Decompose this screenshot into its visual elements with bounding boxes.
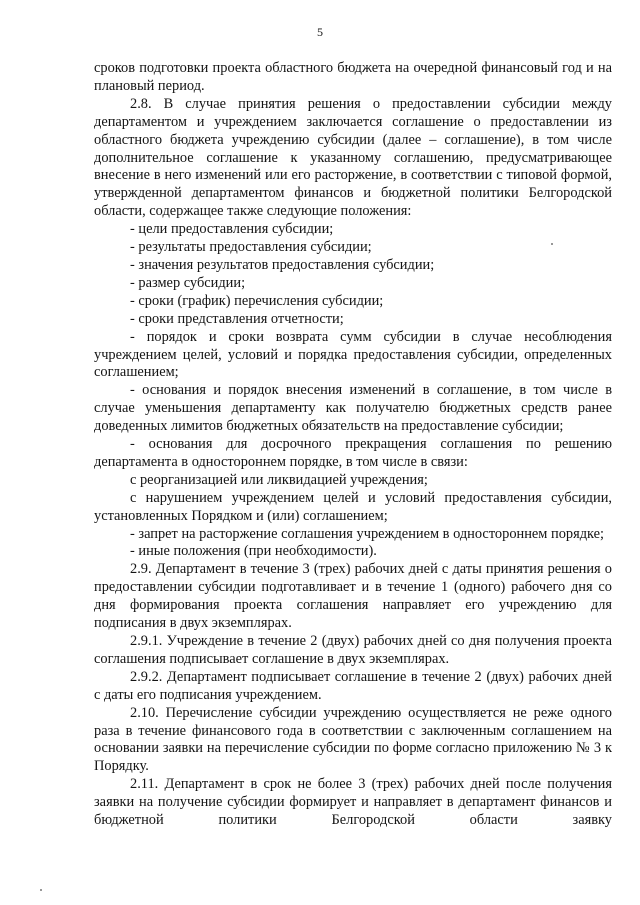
paragraph: 2.11. Департамент в срок не более 3 (трех) рабочих дней после получения заявки на получение субсидии формирует и направляет в департамент финансов и бюджетной политики Белгородской области заявку [94, 776, 612, 829]
paragraph: - запрет на расторжение соглашения учреждением в одностороннем порядке; [130, 525, 605, 542]
paragraph: 2.9. Департамент в течение 3 (трех) рабочих дней с даты принятия решения о предоставлении субсидии подготавливает и в течение 1 (одного) рабочего дня со дня формирования проекта соглашения направляет его учреждению для подписания в двух экземплярах. [94, 561, 612, 632]
paragraph: с нарушением учреждением целей и условий предоставления субсидии, установленных Порядком и (или) соглашением; [94, 489, 612, 524]
paragraph: 2.9.1. Учреждение в течение 2 (двух) рабочих дней со дня получения проекта соглашения подписывает соглашение в двух экземплярах. [94, 633, 612, 667]
paragraph: сроков подготовки проекта областного бюджета на очередной финансовый год и на плановый период. [94, 60, 612, 94]
paragraph: - сроки представления отчетности; [130, 310, 344, 327]
paragraph: 2.8. В случае принятия решения о предоставлении субсидии между департаментом и учреждением заключается соглашение о предоставлении из областного бюджета учреждению субсидии (далее – соглашение), в том числе дополнительное соглашение к указанному соглашению, предусматривающее внесение в него изменений или его расторжение, в соответствии с типовой формой, утвержденной департаментом финансов и бюджетной политики Белгородской области, содержащее также следующие положения: [94, 95, 612, 220]
paragraph: - цели предоставления субсидии; [130, 221, 334, 238]
paragraph: - основания для досрочного прекращения соглашения по решению департамента в одностороннем порядке, в том числе в связи: [94, 436, 612, 470]
paragraph: с реорганизацией или ликвидацией учреждения; [130, 471, 428, 488]
paragraph: - результаты предоставления субсидии; [130, 239, 372, 256]
page-number: 5 [317, 25, 323, 39]
document-body [94, 60, 612, 830]
paragraph: - основания и порядок внесения изменений в соглашение, в том числе в случае уменьшения департаменту как получателю бюджетных средств ранее доведенных лимитов бюджетных обязательств на предоставление субсидии; [94, 382, 612, 435]
paragraph: - размер субсидии; [130, 274, 246, 291]
scan-speck [551, 243, 553, 245]
scan-speck [40, 889, 42, 891]
paragraph: 2.10. Перечисление субсидии учреждению осуществляется не реже одного раза в течение финансового года в соответствии с заключенным соглашением на основании заявки на перечисление субсидии по форме согласно приложению № 3 к Порядку. [94, 704, 612, 775]
paragraph: - сроки (график) перечисления субсидии; [130, 292, 384, 309]
paragraph: - порядок и сроки возврата сумм субсидии в случае несоблюдения учреждением целей, условий и порядка предоставления субсидии, определенных соглашением; [94, 328, 612, 381]
paragraph: - значения результатов предоставления субсидии; [130, 256, 435, 273]
paragraph: - иные положения (при необходимости). [130, 543, 377, 560]
paragraph: 2.9.2. Департамент подписывает соглашение в течение 2 (двух) рабочих дней с даты его подписания учреждением. [94, 668, 612, 703]
